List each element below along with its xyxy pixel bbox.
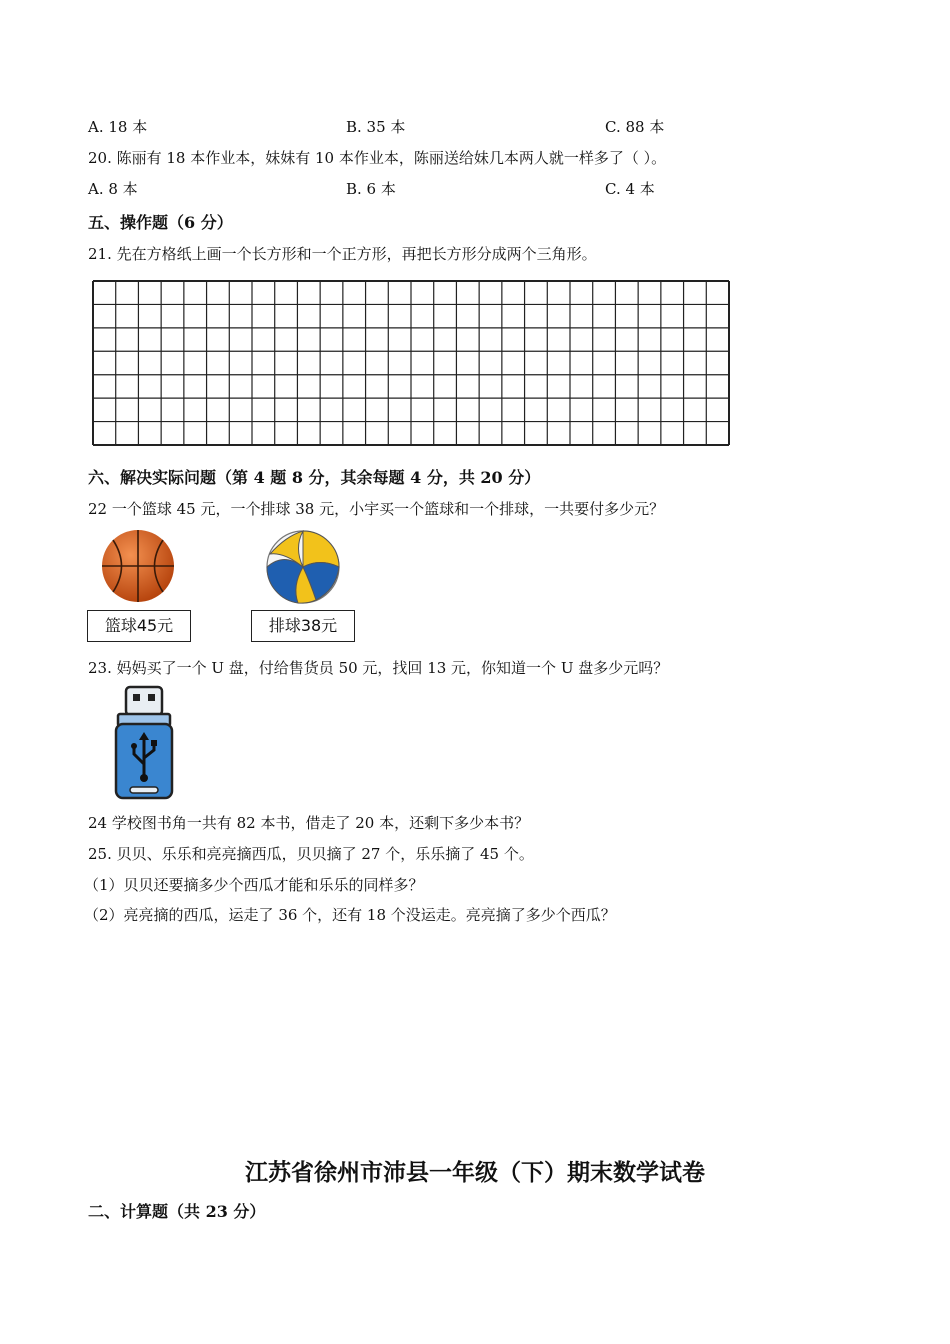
q21-text: 21. 先在方格纸上画一个长方形和一个正方形，再把长方形分成两个三角形。: [88, 245, 597, 263]
basketball-price-label: 篮球45元: [87, 610, 191, 642]
usb-drive-icon: [112, 684, 176, 802]
q19-option-b: B. 35 本: [346, 118, 406, 136]
grid-paper: [90, 278, 732, 454]
section2-heading: 二、计算题（共 23 分）: [88, 1202, 266, 1221]
exam-title: 江苏省徐州市沛县一年级（下）期末数学试卷: [245, 1159, 705, 1186]
q25-text: 25. 贝贝、乐乐和亮亮摘西瓜，贝贝摘了 27 个，乐乐摘了 45 个。: [88, 845, 534, 863]
q22-text: 22 一个篮球 45 元，一个排球 38 元，小宇买一个篮球和一个排球，一共要付多少元？: [88, 500, 665, 518]
q20-text: 20. 陈丽有 18 本作业本，妹妹有 10 本作业本，陈丽送给妹几本两人就一样多了（ ）。: [88, 149, 667, 167]
section5-heading: 五、操作题（6 分）: [88, 213, 233, 232]
q20-option-a: A. 8 本: [88, 180, 138, 198]
volleyball-icon: [264, 528, 342, 606]
q25-part2-text: （2）亮亮摘的西瓜，运走了 36 个，还有 18 个没运走。亮亮摘了多少个西瓜？: [84, 906, 616, 924]
q25-part1-text: （1）贝贝还要摘多少个西瓜才能和乐乐的同样多？: [84, 876, 424, 894]
q20-option-c: C. 4 本: [605, 180, 655, 198]
q19-option-a: A. 18 本: [88, 118, 148, 136]
q20-option-b: B. 6 本: [346, 180, 396, 198]
q19-option-c: C. 88 本: [605, 118, 665, 136]
basketball-icon: [100, 528, 176, 604]
q23-text: 23. 妈妈买了一个 U 盘，付给售货员 50 元，找回 13 元，你知道一个 U 盘多少元吗？: [88, 659, 669, 677]
section6-heading: 六、解决实际问题（第 4 题 8 分，其余每题 4 分，共 20 分）: [88, 468, 541, 487]
volleyball-price-label: 排球38元: [251, 610, 355, 642]
grid-paper-svg: [90, 278, 732, 450]
q24-text: 24 学校图书角一共有 82 本书，借走了 20 本，还剩下多少本书？: [88, 814, 530, 832]
